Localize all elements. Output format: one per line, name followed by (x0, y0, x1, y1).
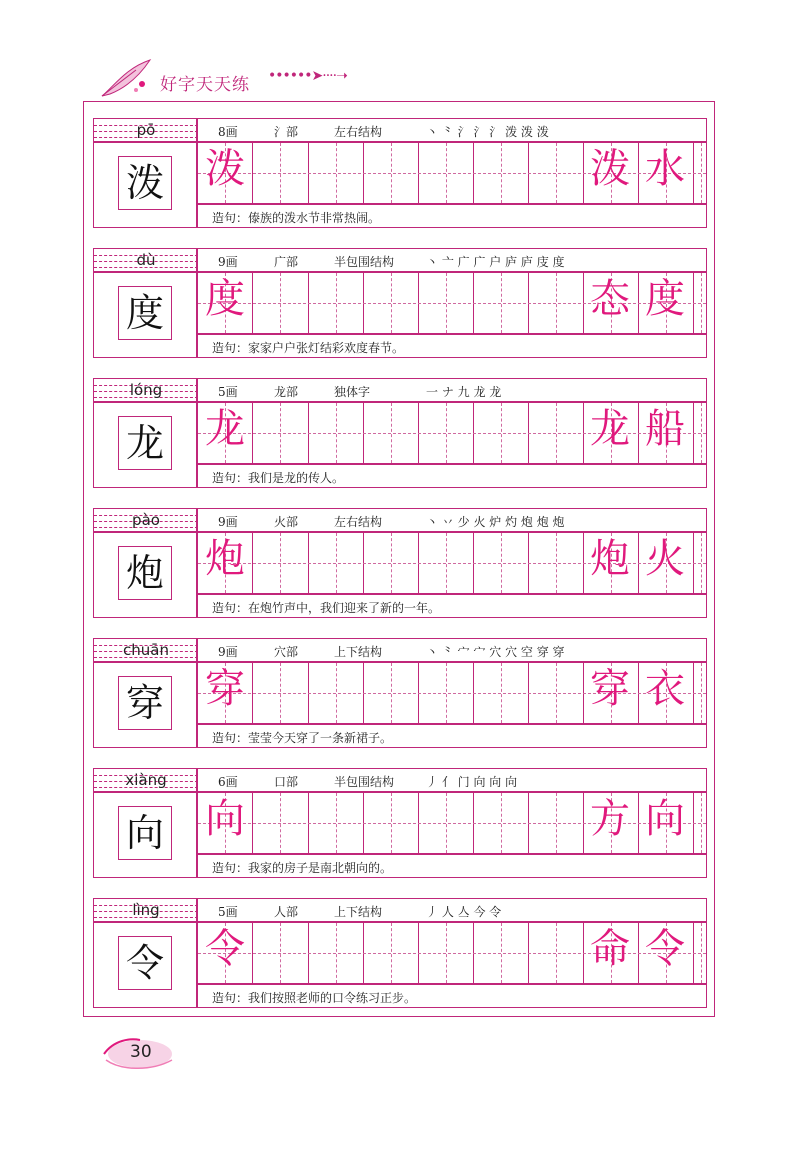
example-sentence-row (197, 594, 707, 618)
practice-grid (197, 792, 707, 854)
character-box (93, 922, 197, 1008)
practice-char: 龙 (205, 406, 245, 452)
radical: 氵部 (274, 125, 299, 139)
page-footer (100, 1030, 180, 1080)
model-char: 度 (125, 291, 164, 335)
stroke-count: 9画 (218, 515, 238, 529)
example-sentence-row (197, 724, 707, 748)
page-number: 30 (130, 1042, 152, 1062)
stroke-count: 9画 (218, 645, 238, 659)
radical: 口部 (274, 775, 299, 789)
practice-char: 令 (205, 926, 245, 972)
stroke-order: 一 ナ 九 龙 龙 (426, 385, 502, 399)
stroke-order: 丶 亠 广 广 户 庐 庐 庋 度 (426, 255, 565, 269)
example-sentence-row (197, 984, 707, 1008)
stroke-order: 丿 亻 门 向 向 向 (426, 775, 518, 789)
structure: 半包围结构 (334, 255, 395, 269)
character-box (93, 272, 197, 358)
model-char: 向 (125, 811, 164, 855)
radical: 龙部 (274, 385, 299, 399)
pinyin: pō (136, 121, 156, 139)
pinyin-box (93, 508, 197, 532)
character-box (93, 402, 197, 488)
practice-char: 态 (590, 276, 630, 322)
structure: 半包围结构 (334, 775, 395, 789)
structure: 独体字 (334, 385, 371, 399)
example-sentence: 造句：家家户户张灯结彩欢度春节。 (212, 341, 405, 355)
char-info-row (197, 638, 707, 662)
practice-grid (197, 142, 707, 204)
pinyin-box (93, 898, 197, 922)
practice-char: 船 (645, 406, 685, 452)
char-info-row (197, 898, 707, 922)
character-box (93, 142, 197, 228)
example-sentence: 造句：我们是龙的传人。 (212, 471, 345, 485)
character-entry (93, 768, 707, 878)
practice-char: 水 (645, 146, 685, 192)
model-char-box (118, 936, 172, 990)
model-char-box (118, 806, 172, 860)
practice-char: 炮 (590, 536, 630, 582)
stroke-order: 丶 丷 少 火 炉 灼 炮 炮 炮 (426, 515, 565, 529)
stroke-count: 9画 (218, 255, 238, 269)
example-sentence-row (197, 854, 707, 878)
example-sentence: 造句：我家的房子是南北朝向的。 (212, 861, 393, 875)
practice-char: 度 (205, 276, 245, 322)
character-entry (93, 638, 707, 748)
model-char: 泼 (125, 161, 164, 205)
char-info-row (197, 378, 707, 402)
character-box (93, 532, 197, 618)
pinyin-box (93, 638, 197, 662)
practice-char: 龙 (590, 406, 630, 452)
model-char: 穿 (125, 681, 164, 725)
pinyin-box (93, 768, 197, 792)
model-char-box (118, 156, 172, 210)
practice-char: 令 (645, 926, 685, 972)
character-entry (93, 508, 707, 618)
radical: 人部 (274, 905, 299, 919)
stroke-order: 丶 ⺀ 氵 氵 氵 泼 泼 泼 (426, 125, 549, 139)
radical: 广部 (274, 255, 299, 269)
stroke-count: 5画 (218, 385, 238, 399)
model-char: 炮 (125, 551, 164, 595)
practice-char: 方 (590, 796, 630, 842)
character-entry (93, 118, 707, 228)
character-box (93, 662, 197, 748)
header-title: 好字天天练 (160, 75, 250, 95)
practice-char: 命 (590, 926, 630, 972)
model-char-box (118, 416, 172, 470)
character-box (93, 792, 197, 878)
practice-char: 泼 (205, 146, 245, 192)
arrow-decoration-icon: ••••••➤····➝ (268, 68, 347, 84)
structure: 上下结构 (334, 905, 383, 919)
character-entry (93, 378, 707, 488)
character-entry (93, 248, 707, 358)
practice-char: 泼 (590, 146, 630, 192)
stroke-count: 8画 (218, 125, 238, 139)
practice-char: 炮 (205, 536, 245, 582)
example-sentence: 造句：我们按照老师的口令练习正步。 (212, 991, 417, 1005)
example-sentence: 造句：莹莹今天穿了一条新裙子。 (212, 731, 393, 745)
char-info-row (197, 248, 707, 272)
character-entry (93, 898, 707, 1008)
practice-char: 度 (645, 276, 685, 322)
practice-char: 火 (645, 536, 685, 582)
stroke-order: 丿 人 亼 今 令 (426, 905, 502, 919)
char-info-row (197, 118, 707, 142)
char-info-row (197, 768, 707, 792)
structure: 左右结构 (334, 125, 383, 139)
practice-char: 向 (645, 796, 685, 842)
practice-char: 穿 (590, 666, 630, 712)
pinyin-box (93, 378, 197, 402)
model-char-box (118, 286, 172, 340)
radical: 火部 (274, 515, 299, 529)
quill-pen-icon (96, 56, 156, 100)
pinyin: xiàng (125, 771, 167, 789)
model-char-box (118, 546, 172, 600)
practice-grid (197, 402, 707, 464)
page-header (96, 56, 416, 100)
radical: 穴部 (274, 645, 299, 659)
example-sentence-row (197, 204, 707, 228)
structure: 上下结构 (334, 645, 383, 659)
example-sentence-row (197, 334, 707, 358)
stroke-count: 6画 (218, 775, 238, 789)
structure: 左右结构 (334, 515, 383, 529)
pinyin-box (93, 118, 197, 142)
model-char: 令 (125, 941, 164, 985)
pinyin: chuān (123, 641, 169, 659)
pinyin: pào (132, 511, 160, 529)
stroke-order: 丶 ⺀ 宀 宀 穴 穴 空 穿 穿 (426, 645, 565, 659)
practice-char: 向 (205, 796, 245, 842)
practice-grid (197, 662, 707, 724)
practice-grid (197, 272, 707, 334)
example-sentence: 造句：傣族的泼水节非常热闹。 (212, 211, 381, 225)
char-info-row (197, 508, 707, 532)
model-char: 龙 (125, 421, 164, 465)
practice-grid (197, 922, 707, 984)
pinyin-box (93, 248, 197, 272)
practice-char: 衣 (645, 666, 685, 712)
pinyin: lìng (132, 901, 160, 919)
model-char-box (118, 676, 172, 730)
pinyin: lóng (129, 381, 163, 399)
example-sentence: 造句：在炮竹声中，我们迎来了新的一年。 (212, 601, 441, 615)
practice-char: 穿 (205, 666, 245, 712)
example-sentence-row (197, 464, 707, 488)
pinyin: dù (136, 251, 156, 269)
practice-grid (197, 532, 707, 594)
stroke-count: 5画 (218, 905, 238, 919)
